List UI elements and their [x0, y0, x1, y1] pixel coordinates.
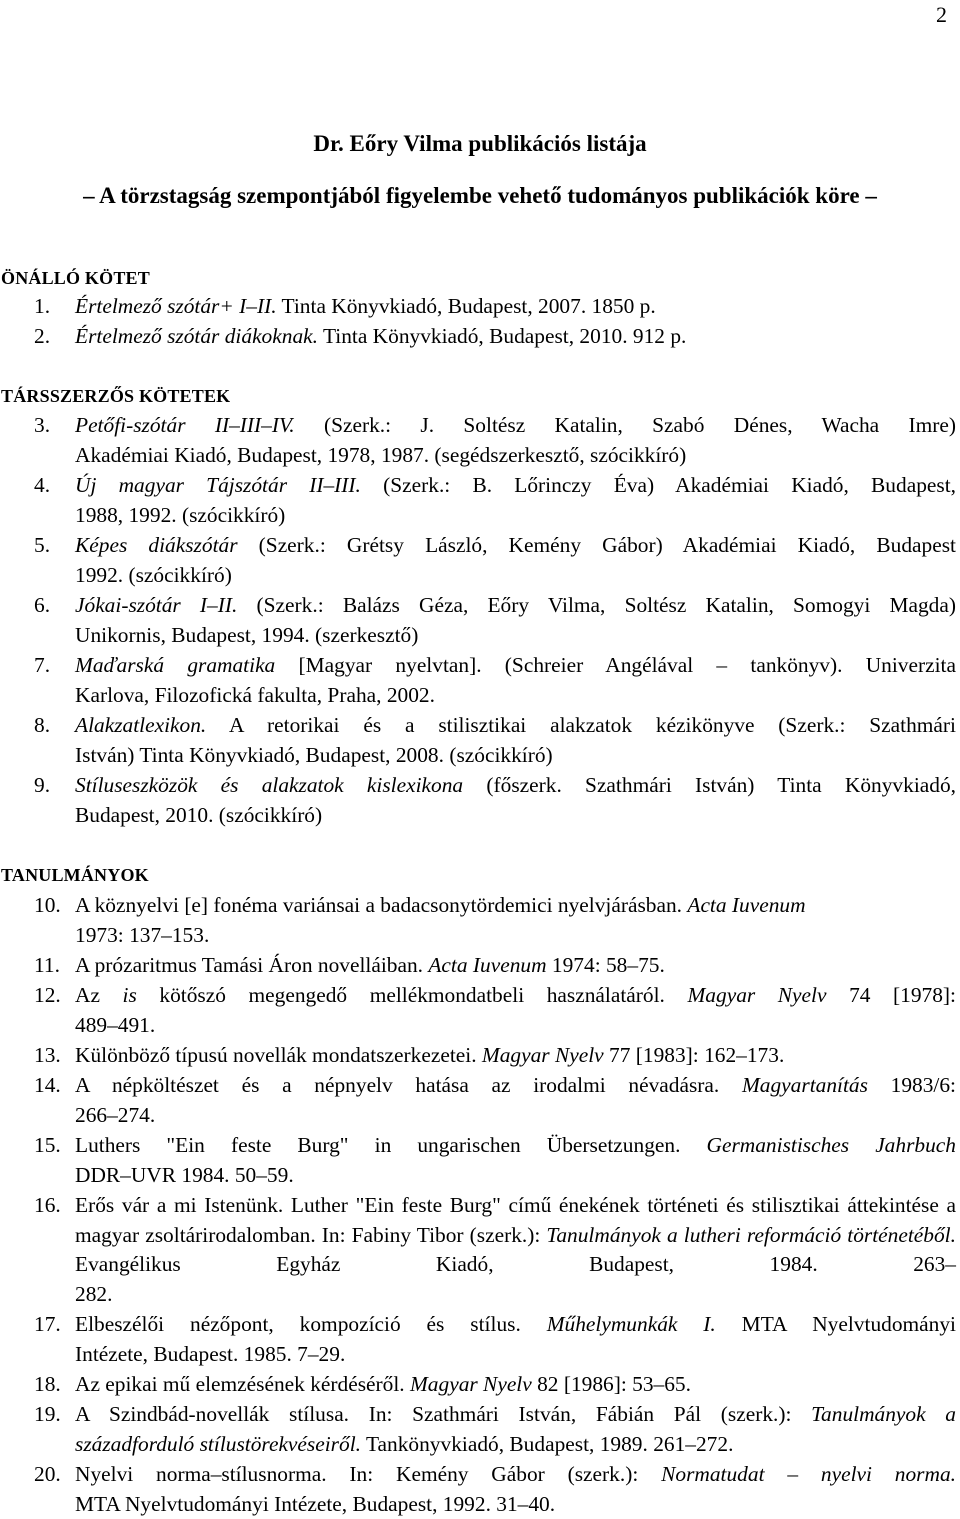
list-item [34, 1310, 956, 1369]
item-details-line2: 1988, 1992. (szócikkíró) [75, 502, 286, 527]
list-item [34, 292, 956, 322]
item-text: 1974: 58–75. [546, 953, 665, 977]
item-text: áttekintése a magyar zsoltárirodalomban. In: Fabiny Tibor (szerk.): [75, 1193, 956, 1247]
item-number: 2. [34, 324, 51, 348]
item-emphasis: is [122, 983, 137, 1007]
item-text: 77 [1983]: 162–173. [603, 1043, 785, 1067]
list-item [34, 771, 956, 830]
item-number: 13. [34, 1043, 61, 1067]
item-details: Tinta Könyvkiadó, Budapest, 2007. 1850 p. [276, 294, 656, 318]
item-text: A köznyelvi [e] fonéma variánsai a badacsonytördemici nyelvjárásban. [75, 893, 688, 917]
item-number: 14. [34, 1073, 61, 1097]
item-text: MTA Nyelvtudományi [715, 1312, 956, 1336]
item-number: 6. [34, 593, 51, 617]
item-journal: Magyartanítás [741, 1073, 868, 1097]
list-item [34, 1131, 956, 1190]
item-number: 7. [34, 653, 51, 677]
section-heading-tarsszerzos-kotetek: TÁRSSZERZŐS KÖTETEK [1, 386, 231, 406]
item-number: 5. [34, 533, 51, 557]
list-item [34, 981, 956, 1040]
item-book-title: lutheri reformáció történetéből. [683, 1222, 956, 1247]
item-text: A Szindbád-novellák stílusa. In: Szathmári István, Fábián Pál (szerk.): [75, 1402, 812, 1426]
item-number: 15. [34, 1133, 61, 1157]
item-text-line2: MTA Nyelvtudományi Intézete, Budapest, 1992. 31–40. [75, 1491, 556, 1516]
item-details-line2: István) Tinta Könyvkiadó, Budapest, 2008. (szócikkíró) [75, 742, 553, 767]
list-item [34, 1191, 956, 1310]
item-title: Képes diákszótár [75, 533, 238, 557]
list-item [34, 531, 956, 590]
list-item [34, 1071, 956, 1130]
item-number: 11. [34, 953, 60, 977]
list-item [34, 1460, 956, 1519]
item-title: Stíluseszközök és alakzatok kislexikona [75, 773, 464, 797]
list-item [34, 591, 956, 650]
item-text: Erős vár a mi Istenünk. Luther "Ein feste Burg" című énekének történeti és stilisztikai [75, 1193, 840, 1217]
list-item [34, 651, 956, 710]
item-text: 74 [1978]: [826, 983, 957, 1007]
item-journal: Acta Iuvenum [428, 953, 547, 977]
item-details-line2: Budapest, 2010. (szócikkíró) [75, 802, 323, 827]
item-title: Alakzatlexikon. [75, 713, 207, 737]
list-item [34, 411, 956, 470]
list-item [34, 711, 956, 770]
page-number: 2 [936, 2, 947, 27]
item-details: (Szerk.: Balázs Géza, Eőry Vilma, Soltész Katalin, Somogyi Magda) [237, 593, 956, 617]
list-item [34, 1041, 956, 1071]
item-journal: Műhelymunkák I. [546, 1312, 716, 1336]
item-text: Nyelvi norma–stílusnorma. In: Kemény Gábor (szerk.): [75, 1462, 662, 1486]
item-details: [Magyar nyelvtan]. (Schreier Angélával – tankönyv). Univerzita [275, 653, 956, 677]
item-text-line4: 282. [75, 1282, 113, 1307]
item-text: Evangélikus Egyház Kiadó, Budapest, 1984. 263– [75, 1252, 956, 1277]
item-text: 82 [1986]: 53–65. [531, 1372, 691, 1396]
item-journal: Magyar Nyelv [409, 1372, 532, 1396]
list-item [34, 891, 956, 950]
item-number: 9. [34, 773, 51, 797]
list-item [34, 1400, 956, 1459]
item-text: Luthers "Ein feste Burg" in ungarischen Übersetzungen. [75, 1133, 707, 1157]
item-book-title: századforduló stílustörekvéseiről. [75, 1431, 361, 1456]
item-text-line2: 266–274. [75, 1102, 156, 1127]
item-text-line2: 1973: 137–153. [75, 922, 210, 947]
item-details-line2: 1992. (szócikkíró) [75, 562, 232, 587]
item-details: (Szerk.: B. Lőrinczy Éva) Akadémiai Kiadó, Budapest, [360, 473, 956, 497]
item-number: 1. [34, 294, 51, 318]
item-text: A népköltészet és a népnyelv hatása az irodalmi névadásra. [75, 1073, 742, 1097]
item-text: Különböző típusú novellák mondatszerkezetei. [75, 1043, 482, 1067]
item-details-line2: Akadémiai Kiadó, Budapest, 1978, 1987. (segédszerkesztő, szócikkíró) [75, 442, 687, 467]
item-number: 10. [34, 893, 61, 917]
item-title: Új magyar Tájszótár II–III. [75, 473, 361, 497]
item-text: Elbeszélői nézőpont, kompozíció és stílus. [75, 1312, 547, 1336]
list-item [34, 322, 956, 352]
item-text: kötőszó megengedő mellékmondatbeli használatáról. [136, 983, 688, 1007]
list-item [34, 471, 956, 530]
item-title: Jókai-szótár I–II. [75, 593, 238, 617]
item-number: 3. [34, 413, 51, 437]
item-number: 12. [34, 983, 61, 1007]
item-text: Az [75, 983, 123, 1007]
item-text-line2: DDR–UVR 1984. 50–59. [75, 1162, 294, 1187]
page-title: Dr. Eőry Vilma publikációs listája [313, 131, 647, 156]
item-text: 1983/6: [867, 1073, 956, 1097]
item-text: Tankönyvkiadó, Budapest, 1989. 261–272. [361, 1431, 734, 1456]
item-number: 19. [34, 1402, 61, 1426]
item-details: (főszerk. Szathmári István) Tinta Könyvkiadó, [463, 773, 956, 797]
item-number: 8. [34, 713, 51, 737]
item-journal: Germanistisches Jahrbuch [706, 1133, 956, 1157]
item-title: Értelmező szótár diákoknak. [75, 324, 318, 348]
item-title: Maďarská gramatika [75, 653, 276, 677]
item-details-line2: Karlova, Filozofická fakulta, Praha, 2002. [75, 682, 435, 707]
item-text-line2: 489–491. [75, 1012, 156, 1037]
item-number: 16. [34, 1193, 61, 1217]
item-book-title: Tanulmányok a [546, 1222, 678, 1247]
item-details-line2: Unikornis, Budapest, 1994. (szerkesztő) [75, 622, 419, 647]
item-number: 20. [34, 1462, 61, 1486]
page-subtitle: – A törzstagság szempontjából figyelembe vehető tudományos publikációk köre – [83, 183, 877, 208]
list-item [34, 951, 956, 981]
item-book-title: Tanulmányok a [811, 1402, 956, 1426]
section-heading-onallo-kotet: ÖNÁLLÓ KÖTET [1, 268, 150, 288]
item-details: (Szerk.: J. Soltész Katalin, Szabó Dénes, Wacha Imre) [294, 413, 956, 437]
item-title: Petőfi-szótár II–III–IV. [75, 413, 295, 437]
item-number: 4. [34, 473, 51, 497]
item-text: A prózaritmus Tamási Áron novelláiban. [75, 953, 429, 977]
list-item [34, 1370, 956, 1400]
item-text-line2: Intézete, Budapest. 1985. 7–29. [75, 1341, 346, 1366]
item-number: 17. [34, 1312, 61, 1336]
section-heading-tanulmanyok: TANULMÁNYOK [1, 865, 149, 885]
item-journal: Acta Iuvenum [687, 893, 806, 917]
item-details: A retorikai és a stilisztikai alakzatok kézikönyve (Szerk.: Szathmári [206, 713, 956, 737]
item-text: Az epikai mű elemzésének kérdéséről. [75, 1372, 410, 1396]
item-journal: Magyar Nyelv [687, 983, 827, 1007]
item-details: (Szerk.: Grétsy László, Kemény Gábor) Akadémiai Kiadó, Budapest [237, 533, 957, 557]
item-details: Tinta Könyvkiadó, Budapest, 2010. 912 p. [317, 324, 687, 348]
item-journal: Magyar Nyelv [481, 1043, 604, 1067]
item-number: 18. [34, 1372, 61, 1396]
item-book-title: Normatudat – nyelvi norma. [661, 1462, 956, 1486]
item-title: Értelmező szótár+ I–II. [75, 294, 277, 318]
